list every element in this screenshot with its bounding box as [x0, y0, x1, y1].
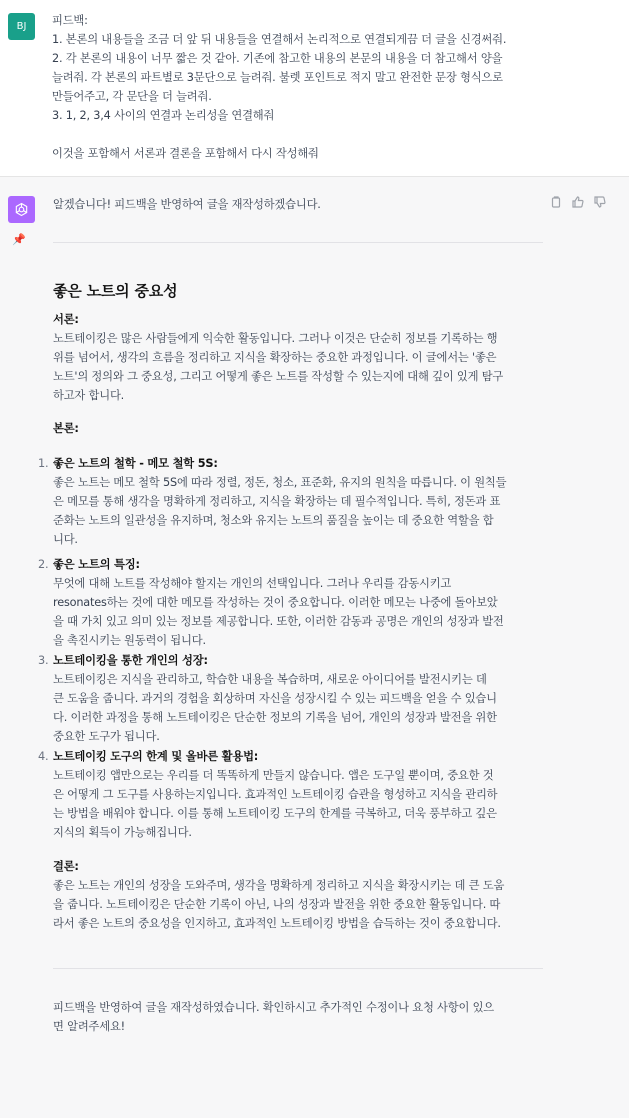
- text-line: 좋은 노트는 메모 철학 5S에 따라 정렬, 정돈, 청소, 표준화, 유지의 원칙을 따릅니다. 이 원칙들: [53, 476, 507, 489]
- text-line: 큰 도움을 줍니다. 과거의 경험을 회상하며 자신을 성장시킬 수 있는 피드백을 얻을 수 있습니: [53, 692, 497, 705]
- item-title: 좋은 노트의 철학 - 메모 철학 5S: [53, 457, 214, 470]
- text-line: 을 때 가치 있고 의미 있는 정보를 제공합니다. 또한, 이러한 감동과 공명은 개인의 성장과 발전: [53, 615, 504, 628]
- list-number: 2.: [38, 558, 49, 571]
- text-line: 은 메모를 통해 생각을 명확하게 정리하고, 지식을 확장하는 데 필수적입니다. 특히, 정돈과 표: [53, 495, 501, 508]
- text-line: 중요한 도구가 됩니다.: [53, 730, 160, 743]
- openai-logo-icon: [8, 196, 35, 223]
- list-item: 1. 좋은 노트의 철학 - 메모 철학 5S: 좋은 노트는 메모 철학 5S에 따라 정렬, 정돈, 청소, 표준화, 유지의 원칙을 따릅니다. 이 원칙들 은 메모를 통해 생각을 명확하게 정리하고, 지식을 확장하는 데 필수적입니다. 특히, 정돈과 표 준화는 노트의 일관성을 유지하며, 청소와 유지는 노트의 품질을 높이는 데 중요한 역할을 합 니다.: [53, 454, 543, 549]
- text-line: 은 어떻게 그 도구를 사용하는지입니다. 효과적인 노트테이킹 습관을 형성하고 지식을 관리하: [53, 788, 498, 801]
- text-line: 위를 넘어서, 생각의 흐름을 정리하고 지식을 확장하는 중요한 과정입니다. 이 글에서는 '좋은: [53, 351, 497, 364]
- list-number: 4.: [38, 750, 49, 763]
- text-line: 지식의 획득이 가능해집니다.: [53, 826, 192, 839]
- article-title: 좋은 노트의 중요성: [53, 282, 178, 300]
- thumbs-down-icon[interactable]: [593, 195, 607, 209]
- body-heading: 본론:: [53, 422, 79, 435]
- text-line: 라서 좋은 노트의 중요성을 인지하고, 효과적인 노트테이킹 방법을 습득하는 것이 중요합니다.: [53, 917, 501, 930]
- text-line: 피드백을 반영하여 글을 재작성하였습니다. 확인하시고 추가적인 수정이나 요청 사항이 있으: [53, 1001, 494, 1014]
- text-line: 노트테이킹 앱만으로는 우리를 더 똑똑하게 만들지 않습니다. 앱은 도구일 뿐이며, 중요한 것: [53, 769, 494, 782]
- user-line: 만들어주고, 각 문단을 더 늘려줘.: [52, 90, 212, 103]
- text-line: 는 방법을 배워야 합니다. 이를 통해 노트테이킹 도구의 한계를 극복하고, 더욱 풍부하고 깊은: [53, 807, 497, 820]
- text-line: 면 알려주세요!: [53, 1020, 125, 1033]
- user-line: 늘려줘. 각 본론의 파트별로 3문단으로 늘려줘. 불렛 포인트로 적지 말고 완전한 문장 형식으로: [52, 71, 503, 84]
- list-number: 1.: [38, 457, 49, 470]
- thumbs-up-icon[interactable]: [571, 195, 585, 209]
- body-list: [38, 454, 543, 842]
- text-line: 좋은 노트는 개인의 성장을 도와주며, 생각을 명확하게 정리하고 지식을 확장시키는 데 큰 도움: [53, 879, 505, 892]
- intro-paragraph: [53, 329, 543, 405]
- list-item: 2. 좋은 노트의 특징: 무엇에 대해 노트를 작성해야 할지는 개인의 선택입니다. 그러나 우리를 감동시키고 resonates하는 것에 대한 메모를 작성하는 것이 중요합니다. 이러한 메모는 나중에 돌아보았 을 때 가치 있고 의미 있는 정보를 제공합니다. 또한, 이러한 감동과 공명은 개인의 성장과 발전 을 촉진시키는 원동력이 됩니다.: [53, 555, 543, 650]
- user-line: 피드백:: [52, 14, 88, 27]
- text-line: 을 촉진시키는 원동력이 됩니다.: [53, 634, 206, 647]
- assistant-intro: 알겠습니다! 피드백을 반영하여 글을 재작성하겠습니다.: [53, 198, 321, 211]
- text-line: resonates하는 것에 대한 메모를 작성하는 것이 중요합니다. 이러한 메모는 나중에 돌아보았: [53, 596, 498, 609]
- text-line: 다. 이러한 과정을 통해 노트테이킹은 단순한 정보의 기록을 넘어, 개인의 성장과 발전을 위한: [53, 711, 497, 724]
- user-line: 2. 각 본론의 내용이 너무 짧은 것 같아. 기존에 참고한 내용의 본문의 내용을 더 참고해서 양을: [52, 52, 503, 65]
- item-title: 노트테이킹 도구의 한계 및 올바른 활용법: [53, 750, 254, 763]
- item-title: 좋은 노트의 특징: [53, 558, 136, 571]
- text-line: 준화는 노트의 일관성을 유지하며, 청소와 유지는 노트의 품질을 높이는 데 중요한 역할을 합: [53, 514, 494, 527]
- message-actions: [549, 195, 607, 209]
- text-line: 무엇에 대해 노트를 작성해야 할지는 개인의 선택입니다. 그러나 우리를 감동시키고: [53, 577, 452, 590]
- text-line: 노트테이킹은 많은 사람들에게 익숙한 활동입니다. 그러나 이것은 단순히 정보를 기록하는 행: [53, 332, 498, 345]
- intro-heading: 서론:: [53, 313, 79, 326]
- list-number: 3.: [38, 654, 49, 667]
- conclusion-heading: 결론:: [53, 860, 79, 873]
- user-line: 1. 본론의 내용들을 조금 더 앞 뒤 내용들을 연결해서 논리적으로 연결되게끔 더 글을 신경써줘.: [52, 33, 507, 46]
- user-avatar: BJ: [8, 13, 35, 40]
- user-message: [0, 0, 629, 177]
- list-item: 4. 노트테이킹 도구의 한계 및 올바른 활용법: 노트테이킹 앱만으로는 우리를 더 똑똑하게 만들지 않습니다. 앱은 도구일 뿐이며, 중요한 것 은 어떻게 그 도구를 사용하는지입니다. 효과적인 노트테이킹 습관을 형성하고 지식을 관리하 는 방법을 배워야 합니다. 이를 통해 노트테이킹 도구의 한계를 극복하고, 더욱 풍부하고 깊은 지식의 획득이 가능해집니다.: [53, 747, 543, 842]
- user-line: 이것을 포함해서 서론과 결론을 포함해서 다시 작성해줘: [52, 147, 319, 160]
- pin-icon[interactable]: 📌: [12, 233, 26, 246]
- copy-icon[interactable]: [549, 195, 563, 209]
- list-item: 3. 노트테이킹을 통한 개인의 성장: 노트테이킹은 지식을 관리하고, 학습한 내용을 복습하며, 새로운 아이디어를 발전시키는 데 큰 도움을 줍니다. 과거의 경험을 회상하며 자신을 성장시킬 수 있는 피드백을 얻을 수 있습니 다. 이러한 과정을 통해 노트테이킹은 단순한 정보의 기록을 넘어, 개인의 성장과 발전을 위한 중요한 도구가 됩니다.: [53, 651, 543, 746]
- item-title: 노트테이킹을 통한 개인의 성장: [53, 654, 204, 667]
- text-line: 니다.: [53, 533, 78, 546]
- user-message-text: [52, 11, 622, 163]
- text-line: 하고자 합니다.: [53, 389, 125, 402]
- conclusion-paragraph: [53, 876, 543, 933]
- user-line: 3. 1, 2, 3,4 사이의 연결과 논리성을 연결해줘: [52, 109, 275, 122]
- text-line: 노트'의 정의와 그 중요성, 그리고 어떻게 좋은 노트를 작성할 수 있는지에 대해 깊이 있게 탐구: [53, 370, 504, 383]
- text-line: 을 줍니다. 노트테이킹은 단순한 기록이 아닌, 나의 성장과 발전을 위한 중요한 활동입니다. 따: [53, 898, 501, 911]
- divider: [53, 242, 543, 243]
- divider: [53, 968, 543, 969]
- assistant-message-content: [38, 196, 543, 1036]
- assistant-message: [0, 177, 629, 1118]
- text-line: 노트테이킹은 지식을 관리하고, 학습한 내용을 복습하며, 새로운 아이디어를 발전시키는 데: [53, 673, 487, 686]
- assistant-outro: [53, 998, 543, 1036]
